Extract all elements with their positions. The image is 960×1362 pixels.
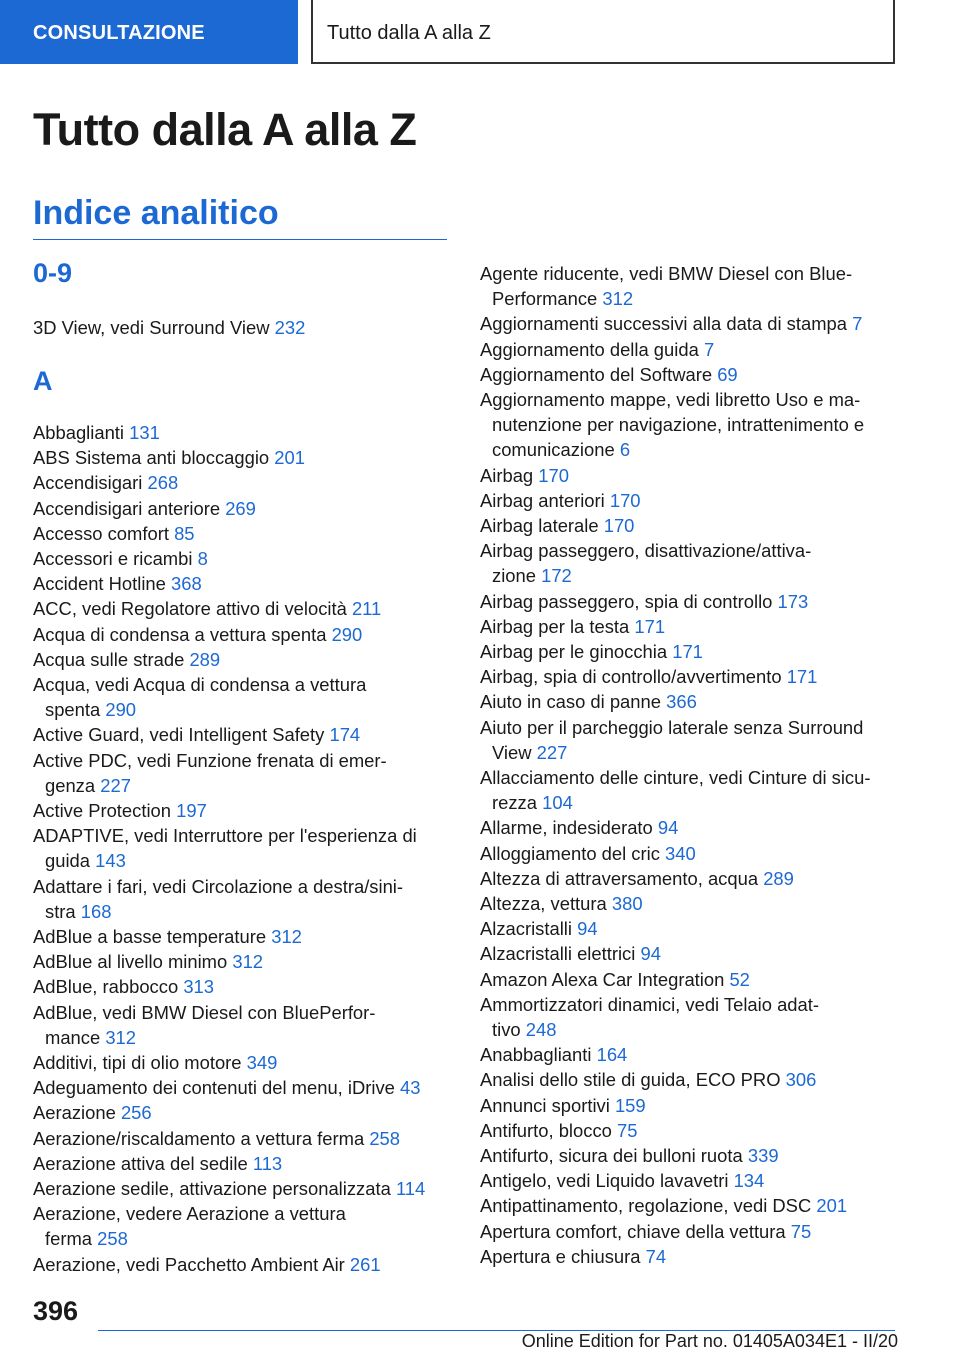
entry-page-link[interactable]: 75 — [790, 1220, 812, 1242]
entry-page-link[interactable]: 258 — [97, 1228, 128, 1250]
breadcrumb: Tutto dalla A alla Z — [311, 0, 895, 64]
entry-text: Accendisigari — [33, 472, 143, 494]
entry-text: Accendisigari anteriore — [33, 497, 221, 519]
index-entry[interactable] — [480, 1244, 666, 1269]
entry-page-link[interactable]: 7 — [852, 313, 863, 335]
entry-text: Aiuto per il parcheggio laterale senza Surround — [480, 716, 864, 738]
entry-page-link[interactable]: 312 — [271, 926, 302, 947]
page-title: Tutto dalla A alla Z — [33, 104, 417, 155]
entry-text: Performance — [492, 288, 598, 310]
entry-text: stra — [45, 900, 76, 922]
entry-page-link[interactable]: 201 — [274, 447, 305, 469]
entry-page-link[interactable]: 173 — [777, 590, 809, 612]
entry-text: Anabbaglianti — [480, 1044, 592, 1066]
entry-text: ferma — [45, 1228, 93, 1250]
index-entry[interactable] — [480, 639, 703, 664]
entry-text: Airbag passeggero, disattivazione/attiva- — [480, 540, 812, 562]
entry-page-link[interactable]: 69 — [717, 363, 738, 385]
entry-page-link[interactable]: 211 — [351, 598, 382, 620]
entry-text: Annunci sportivi — [480, 1094, 610, 1116]
index-entry[interactable] — [480, 614, 665, 639]
entry-page-link[interactable]: 143 — [95, 850, 126, 872]
section-divider — [33, 239, 447, 240]
entry-page-link[interactable]: 258 — [369, 1127, 401, 1149]
entry-page-link[interactable]: 159 — [614, 1094, 646, 1116]
entry-text: Allarme, indesiderato — [480, 817, 653, 839]
edition-note: Online Edition for Part no. 01405A034E1 - II/20 — [521, 1331, 898, 1351]
entry-text: AdBlue, vedi BMW Diesel con BluePerfor- — [33, 1001, 376, 1023]
entry-text: Allacciamento delle cinture, vedi Cinture di sicu- — [480, 767, 871, 788]
index-entry[interactable] — [33, 496, 256, 521]
entry-text: Apertura comfort, chiave della vettura — [480, 1220, 786, 1242]
page-number: 396 — [33, 1296, 79, 1326]
group-heading-0-9: 0-9 — [33, 258, 73, 288]
entry-text: Aggiornamento mappe, vedi libretto Uso e ma- — [480, 389, 861, 410]
entry-text: Antifurto, blocco — [480, 1119, 612, 1141]
entry-text: Airbag per le ginocchia — [480, 641, 668, 662]
index-entry[interactable] — [480, 715, 863, 765]
entry-text: Altezza di attraversamento, acqua — [480, 867, 759, 889]
entry-text: Acqua di condensa a vettura spenta — [33, 623, 327, 645]
index-entry[interactable] — [33, 315, 305, 340]
entry-text: Airbag passeggero, spia di controllo — [480, 590, 773, 612]
index-entry[interactable] — [33, 546, 208, 571]
entry-page-link[interactable]: 339 — [747, 1145, 779, 1166]
index-entry[interactable] — [33, 1100, 152, 1125]
entry-page-link[interactable]: 8 — [197, 548, 208, 569]
index-entry[interactable] — [33, 1201, 346, 1251]
entry-text: Aerazione/riscaldamento a vettura ferma — [33, 1127, 365, 1149]
entry-page-link[interactable]: 113 — [252, 1152, 283, 1174]
entry-text: Aerazione sedile, attivazione personalizzata — [33, 1178, 391, 1199]
section-tab[interactable]: CONSULTAZIONE — [0, 0, 298, 64]
index-entry[interactable] — [33, 1000, 375, 1050]
index-entry[interactable] — [480, 866, 794, 891]
entry-text: Apertura e chiusura — [480, 1245, 641, 1267]
index-entry[interactable] — [33, 1126, 400, 1151]
index-entry[interactable] — [33, 924, 302, 949]
entry-page-link[interactable]: 366 — [666, 691, 697, 713]
entry-text: ADAPTIVE, vedi Interruttore per l'esperienza di — [33, 825, 417, 847]
entry-page-link[interactable]: 170 — [603, 515, 635, 536]
index-entry[interactable] — [480, 589, 808, 614]
index-entry[interactable] — [33, 470, 178, 495]
entry-page-link[interactable]: 268 — [147, 472, 179, 494]
entry-text: comunicazione — [492, 439, 615, 461]
entry-page-link[interactable]: 85 — [174, 522, 195, 544]
entry-text: Aiuto in caso di panne — [480, 691, 661, 713]
index-entry[interactable] — [33, 571, 202, 596]
index-entry[interactable] — [33, 445, 305, 470]
entry-page-link[interactable]: 168 — [80, 900, 112, 922]
index-entry[interactable] — [33, 1176, 425, 1201]
entry-page-link[interactable]: 349 — [246, 1052, 278, 1073]
entry-text: Alloggiamento del cric — [480, 842, 660, 864]
entry-page-link[interactable]: 52 — [729, 968, 750, 990]
index-entry[interactable] — [480, 841, 696, 866]
entry-page-link[interactable]: 94 — [657, 817, 679, 839]
entry-page-link[interactable]: 134 — [733, 1170, 765, 1192]
entry-text: Aggiornamenti successivi alla data di stampa — [480, 313, 847, 335]
entry-page-link[interactable]: 227 — [100, 774, 131, 796]
index-entry[interactable] — [33, 949, 263, 974]
entry-text: Analisi dello stile di guida, ECO PRO — [480, 1069, 781, 1091]
entry-page-link[interactable]: 114 — [395, 1178, 426, 1199]
entry-page-link[interactable]: 171 — [634, 615, 666, 637]
entry-text: Ammortizzatori dinamici, vedi Telaio adat- — [480, 993, 819, 1015]
group-heading-a: A — [33, 366, 53, 396]
entry-text: 3D View, vedi Surround View — [33, 317, 270, 338]
entry-text: Aerazione, vedi Pacchetto Ambient Air — [33, 1253, 345, 1275]
entry-page-link[interactable]: 313 — [183, 976, 214, 998]
entry-text: Active Guard, vedi Intelligent Safety — [33, 724, 325, 746]
entry-page-link[interactable]: 261 — [349, 1253, 381, 1275]
entry-text: tivo — [492, 1019, 521, 1040]
entry-page-link[interactable]: 232 — [274, 317, 306, 338]
entry-text: Altezza, vettura — [480, 893, 607, 914]
index-entry[interactable] — [33, 672, 366, 722]
entry-text: rezza — [492, 792, 537, 814]
entry-page-link[interactable]: 312 — [105, 1026, 137, 1048]
entry-text: Airbag — [480, 464, 534, 486]
entry-text: Adeguamento dei contenuti del menu, iDrive — [33, 1077, 395, 1099]
index-entry[interactable] — [480, 1143, 779, 1168]
index-entry[interactable] — [480, 1042, 627, 1067]
entry-text: Antigelo, vedi Liquido lavavetri — [480, 1170, 729, 1192]
entry-text: Aerazione attiva del sedile — [33, 1152, 248, 1174]
entry-page-link[interactable]: 6 — [619, 439, 631, 461]
index-entry[interactable] — [480, 311, 862, 336]
entry-page-link[interactable]: 269 — [225, 497, 256, 519]
entry-text: Acqua sulle strade — [33, 648, 185, 670]
index-entry[interactable] — [480, 1193, 847, 1218]
entry-text: Active PDC, vedi Funzione frenata di emer- — [33, 749, 387, 771]
index-entry[interactable] — [33, 647, 220, 672]
entry-page-link[interactable]: 201 — [816, 1195, 848, 1217]
entry-text: Accesso comfort — [33, 522, 169, 544]
entry-page-link[interactable]: 290 — [105, 699, 137, 721]
entry-text: Accessori e ricambi — [33, 548, 193, 569]
entry-text: Aerazione — [33, 1102, 116, 1124]
index-entry[interactable] — [480, 992, 819, 1042]
entry-page-link[interactable]: 7 — [703, 338, 715, 360]
entry-text: ABS Sistema anti bloccaggio — [33, 447, 270, 469]
entry-text: nutenzione per navigazione, intrattenimento e — [492, 414, 865, 436]
index-entry[interactable] — [480, 362, 738, 387]
entry-page-link[interactable]: 171 — [672, 641, 703, 662]
index-entry[interactable] — [33, 1252, 381, 1277]
index-entry[interactable] — [33, 874, 403, 924]
entry-page-link[interactable]: 43 — [400, 1077, 421, 1099]
index-entry[interactable] — [33, 722, 360, 747]
index-entry[interactable] — [480, 1093, 646, 1118]
entry-text: ACC, vedi Regolatore attivo di velocità — [33, 598, 347, 620]
entry-text: Adattare i fari, vedi Circolazione a destra/sini- — [33, 875, 404, 897]
section-title: Indice analitico — [33, 194, 279, 232]
index-entry[interactable] — [480, 1219, 811, 1244]
entry-text: Acqua, vedi Acqua di condensa a vettura — [33, 674, 367, 695]
index-entry[interactable] — [480, 261, 852, 311]
index-entry[interactable] — [33, 420, 160, 445]
index-entry[interactable] — [33, 521, 195, 546]
entry-page-link[interactable]: 74 — [645, 1245, 667, 1267]
entry-text: AdBlue a basse temperature — [33, 926, 267, 947]
entry-text: AdBlue al livello minimo — [33, 951, 228, 973]
entry-text: Abbaglianti — [33, 422, 125, 443]
entry-text: guida — [45, 850, 90, 872]
entry-page-link[interactable]: 289 — [189, 648, 221, 670]
entry-text: Agente riducente, vedi BMW Diesel con Blue- — [480, 263, 853, 284]
index-entry[interactable] — [480, 513, 634, 538]
entry-page-link[interactable]: 227 — [536, 741, 568, 763]
entry-text: Airbag anteriori — [480, 489, 605, 511]
entry-text: Antifurto, sicura dei bulloni ruota — [480, 1145, 743, 1166]
entry-page-link[interactable]: 197 — [176, 800, 207, 821]
entry-page-link[interactable]: 256 — [120, 1102, 152, 1124]
index-entry[interactable] — [480, 765, 870, 815]
entry-text: Airbag per la testa — [480, 615, 630, 637]
entry-text: Aggiornamento del Software — [480, 363, 713, 385]
index-entry[interactable] — [33, 748, 387, 798]
entry-page-link[interactable]: 171 — [786, 666, 818, 688]
index-entry[interactable] — [480, 387, 864, 463]
entry-text: Airbag laterale — [480, 515, 599, 536]
entry-text: Antipattinamento, regolazione, vedi DSC — [480, 1195, 812, 1217]
index-entry[interactable] — [33, 1050, 277, 1075]
entry-page-link[interactable]: 306 — [785, 1069, 817, 1091]
entry-text: spenta — [45, 699, 101, 721]
index-entry[interactable] — [480, 815, 678, 840]
index-entry[interactable] — [33, 823, 417, 873]
entry-page-link[interactable]: 172 — [541, 565, 572, 587]
entry-page-link[interactable]: 312 — [232, 951, 264, 973]
entry-page-link[interactable]: 75 — [617, 1119, 638, 1141]
index-entry[interactable] — [480, 1118, 637, 1143]
entry-page-link[interactable]: 94 — [640, 943, 661, 965]
index-entry[interactable] — [480, 664, 817, 689]
index-entry[interactable] — [480, 463, 569, 488]
entry-page-link[interactable]: 380 — [611, 893, 643, 914]
index-entry[interactable] — [480, 337, 714, 362]
entry-page-link[interactable]: 104 — [542, 792, 573, 814]
entry-text: AdBlue, rabbocco — [33, 976, 179, 998]
index-entry[interactable] — [480, 1168, 764, 1193]
entry-page-link[interactable]: 94 — [577, 918, 598, 940]
entry-text: Airbag, spia di controllo/avvertimento — [480, 666, 782, 688]
entry-text: Aggiornamento della guida — [480, 338, 699, 360]
index-entry[interactable] — [33, 622, 362, 647]
index-entry[interactable] — [33, 1151, 282, 1176]
entry-text: mance — [45, 1026, 101, 1048]
index-entry[interactable] — [33, 1075, 421, 1100]
index-entry[interactable] — [480, 538, 811, 588]
index-entry[interactable] — [480, 941, 661, 966]
entry-text: Active Protection — [33, 800, 171, 821]
entry-text: genza — [45, 774, 96, 796]
entry-page-link[interactable]: 164 — [596, 1044, 628, 1066]
index-entry[interactable] — [480, 1067, 816, 1092]
index-entry[interactable] — [33, 798, 207, 823]
entry-page-link[interactable]: 170 — [538, 464, 569, 486]
entry-page-link[interactable]: 368 — [171, 573, 202, 595]
entry-text: View — [492, 741, 532, 763]
entry-text: Additivi, tipi di olio motore — [33, 1052, 242, 1073]
index-entry[interactable] — [480, 891, 643, 916]
entry-page-link[interactable]: 340 — [665, 842, 696, 864]
entry-page-link[interactable]: 289 — [763, 867, 794, 889]
entry-text: Alzacristalli elettrici — [480, 943, 636, 965]
entry-text: Aerazione, vedere Aerazione a vettura — [33, 1203, 346, 1225]
index-entry[interactable] — [480, 967, 750, 992]
index-entry[interactable] — [480, 916, 598, 941]
entry-text: Alzacristalli — [480, 918, 572, 940]
index-entry[interactable] — [33, 596, 381, 621]
entry-page-link[interactable]: 248 — [525, 1019, 557, 1040]
entry-page-link[interactable]: 312 — [602, 288, 634, 310]
index-entry[interactable] — [480, 689, 697, 714]
entry-text: Amazon Alexa Car Integration — [480, 968, 725, 990]
entry-page-link[interactable]: 131 — [129, 422, 160, 443]
entry-page-link[interactable]: 290 — [331, 623, 363, 645]
index-entry[interactable] — [480, 488, 641, 513]
entry-page-link[interactable]: 174 — [329, 724, 361, 746]
entry-page-link[interactable]: 170 — [609, 489, 641, 511]
index-entry[interactable] — [33, 974, 214, 999]
entry-text: zione — [492, 565, 536, 587]
entry-text: Accident Hotline — [33, 573, 166, 595]
